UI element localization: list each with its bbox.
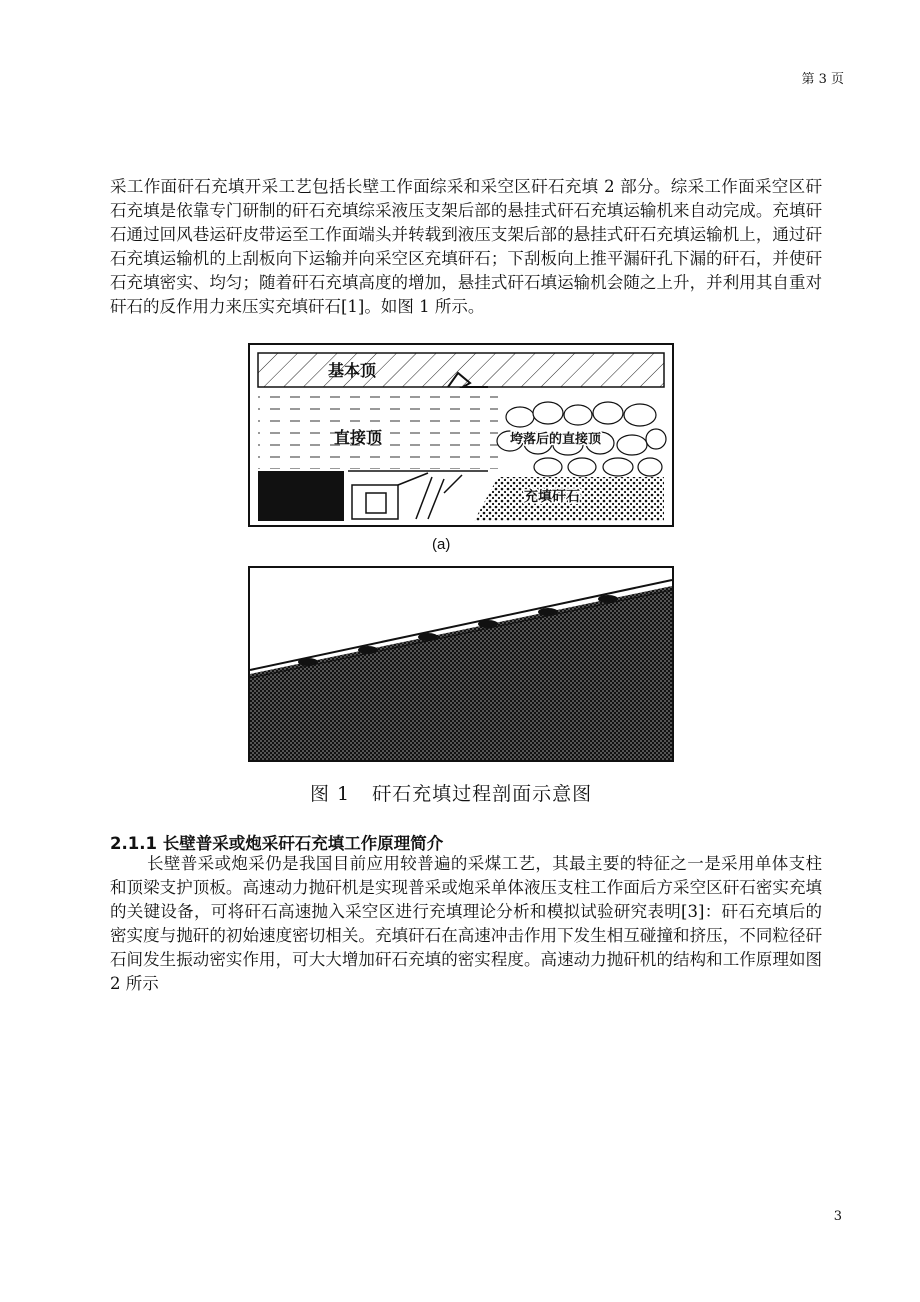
footer-page-number: 3: [833, 1209, 842, 1224]
figure-caption: [310, 779, 592, 806]
header-page-label: 第 3 页: [801, 72, 844, 87]
label-fallen-roof: 垮落后的直接顶: [510, 432, 602, 447]
figure-b-diagram: [248, 566, 674, 762]
label-basic-roof: 基本顶: [328, 361, 377, 380]
caption-text: 矸石充填过程剖面示意图: [372, 783, 593, 805]
label-direct-roof: 直接顶: [334, 428, 383, 447]
figure-a-sublabel: (a): [432, 536, 451, 553]
figure-a-diagram: [248, 343, 674, 527]
caption-number: 图 1: [310, 783, 351, 805]
label-fill-gangue: 充填矸石: [524, 489, 580, 505]
section-heading: 2.1.1 长壁普采或炮采矸石充填工作原理简介: [110, 834, 444, 853]
body-paragraph-2: 长壁普采或炮采仍是我国目前应用较普遍的采煤工艺，其最主要的特征之一是采用单体支柱和顶梁支护顶板。高速动力抛矸机是实现普采或炮采单体液压支柱工作面后方采空区矸石密实充填的关键设备，可将矸石高速抛入采空区进行充填理论分析和模拟试验研究表明[3]：矸石充填后的密实度与抛矸的初始速度密切相关。充填矸石在高速冲击作用下发生相互碰撞和挤压，不同粒径矸石间发生振动密实作用，可大大增加矸石充填的密实程度。高速动力抛矸机的结构和工作原理如图 2 所示: [110, 854, 822, 993]
body-paragraph-1: 采工作面矸石充填开采工艺包括长壁工作面综采和采空区矸石充填 2 部分。综采工作面采空区矸石充填是依靠专门研制的矸石充填综采液压支架后部的悬挂式矸石充填运输机来自动完成。充填矸石通过回风巷运矸皮带运至工作面端头并转载到液压支架后部的悬挂式矸石充填运输机上，通过矸石充填运输机的上刮板向下运输并向采空区充填矸石；下刮板向上推平漏矸孔下漏的矸石，并使矸石充填密实、均匀；随着矸石充填高度的增加，悬挂式矸石填运输机会随之上升，并利用其自重对矸石的反作用力来压实充填矸石[1]。如图 1 所示。: [110, 177, 822, 316]
